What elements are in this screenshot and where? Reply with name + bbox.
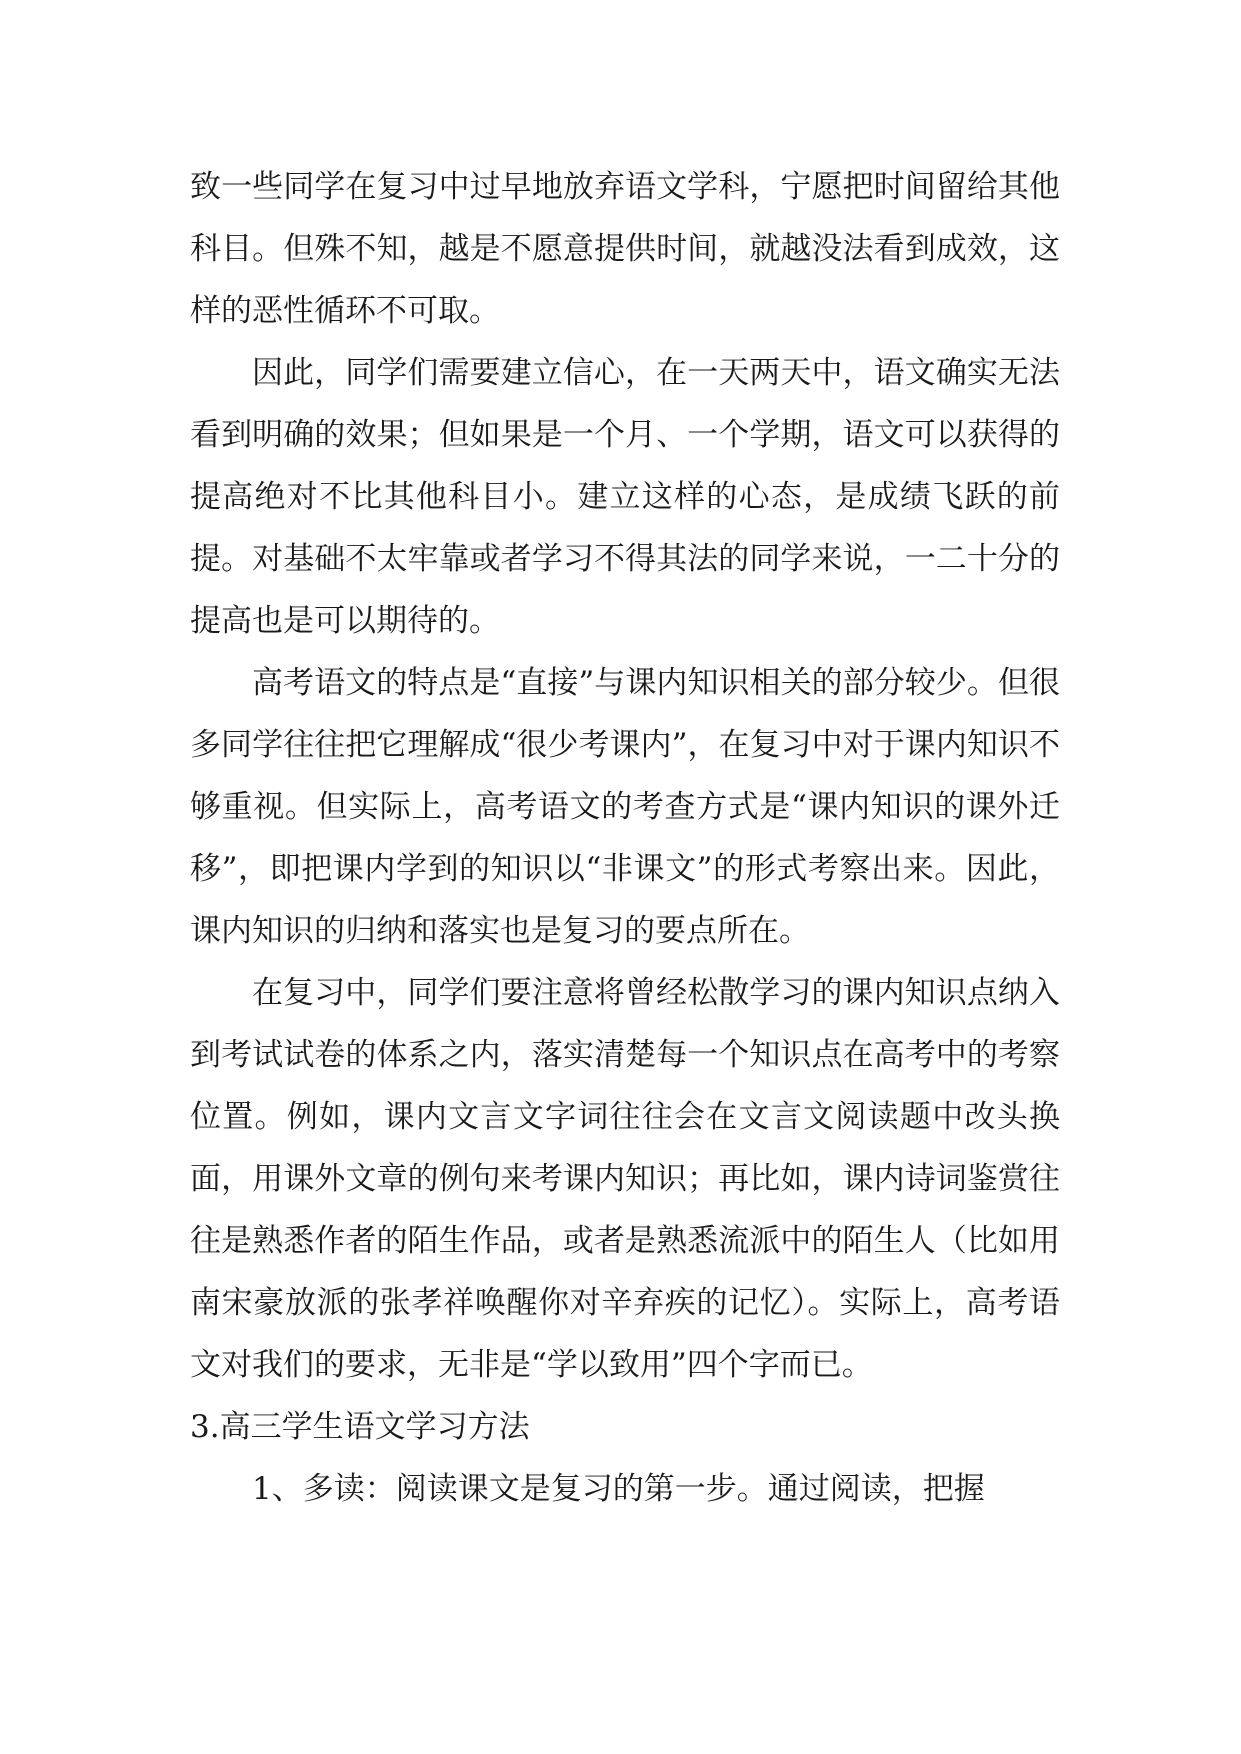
paragraph-exam-features: 高考语文的特点是“直接”与课内知识相关的部分较少。但很多同学往往把它理解成“很少考课内”，在复习中对于课内知识不够重视。但实际上，高考语文的考查方式是“课内知识的课外迁移”，即把课内学到的知识以“非课文”的形式考察出来。因此，课内知识的归纳和落实也是复习的要点所在。	[190, 665, 1060, 949]
paragraph-read-more: 1、多读：阅读课文是复习的第一步。通过阅读，把握	[252, 1471, 985, 1507]
section-heading: 3.高三学生语文学习方法	[190, 1409, 530, 1445]
paragraph-continuation: 致一些同学在复习中过早地放弃语文学科，宁愿把时间留给其他科目。但殊不知，越是不愿意提供时间，就越没法看到成效，这样的恶性循环不可取。	[190, 169, 1060, 329]
paragraph-confidence: 因此，同学们需要建立信心，在一天两天中，语文确实无法看到明确的效果；但如果是一个月、一个学期，语文可以获得的提高绝对不比其他科目小。建立这样的心态，是成绩飞跃的前提。对基础不太牢靠或者学习不得其法的同学来说，一二十分的提高也是可以期待的。	[190, 355, 1060, 639]
paragraph-review-method: 在复习中，同学们要注意将曾经松散学习的课内知识点纳入到考试试卷的体系之内，落实清楚每一个知识点在高考中的考察位置。例如，课内文言文字词往往会在文言文阅读题中改头换面，用课外文章的例句来考课内知识；再比如，课内诗词鉴赏往往是熟悉作者的陌生作品，或者是熟悉流派中的陌生人（比如用南宋豪放派的张孝祥唤醒你对辛弃疾的记忆）。实际上，高考语文对我们的要求，无非是“学以致用”四个字而已。	[190, 975, 1060, 1383]
document-body	[190, 156, 1060, 1520]
